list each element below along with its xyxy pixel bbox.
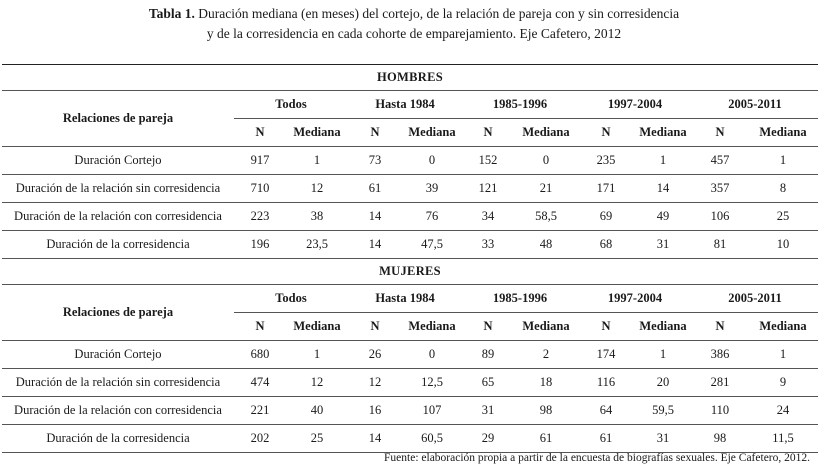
relations-header: Relaciones de pareja (2, 91, 234, 147)
n-cell: 69 (578, 203, 634, 231)
n-cell: 12 (348, 369, 402, 397)
median-cell: 0 (514, 147, 578, 175)
n-cell: 680 (234, 341, 286, 369)
table-body (2, 65, 818, 453)
period-header: Todos (234, 91, 348, 119)
n-cell: 68 (578, 231, 634, 259)
n-cell: 14 (348, 203, 402, 231)
caption-line-1 (0, 4, 828, 24)
median-cell: 0 (402, 147, 462, 175)
caption-text-1: Duración mediana (en meses) del cortejo, de la relación de pareja con y sin corresidencia (198, 6, 680, 21)
median-cell: 38 (286, 203, 348, 231)
table-row (2, 231, 818, 259)
row-label: Duración Cortejo (2, 147, 234, 175)
n-cell: 14 (348, 231, 402, 259)
median-cell: 2 (514, 341, 578, 369)
median-cell: 48 (514, 231, 578, 259)
median-cell: 1 (634, 341, 692, 369)
median-cell: 1 (748, 147, 818, 175)
n-cell: 26 (348, 341, 402, 369)
caption-label: Tabla 1. (148, 6, 195, 21)
source-note: Fuente: elaboración propia a partir de la encuesta de biografías sexuales. Eje Cafetero, 2012. (384, 452, 810, 464)
median-cell: 20 (634, 369, 692, 397)
median-header: Mediana (748, 313, 818, 341)
n-cell: 196 (234, 231, 286, 259)
row-label: Duración de la relación sin corresidencia (2, 175, 234, 203)
median-cell: 76 (402, 203, 462, 231)
median-cell: 60,5 (402, 425, 462, 453)
median-cell: 23,5 (286, 231, 348, 259)
median-cell: 11,5 (748, 425, 818, 453)
n-cell: 457 (692, 147, 748, 175)
n-cell: 81 (692, 231, 748, 259)
n-cell: 281 (692, 369, 748, 397)
n-header: N (692, 313, 748, 341)
median-cell: 24 (748, 397, 818, 425)
median-header: Mediana (402, 313, 462, 341)
n-header: N (692, 119, 748, 147)
median-cell: 47,5 (402, 231, 462, 259)
median-cell: 49 (634, 203, 692, 231)
median-cell: 61 (514, 425, 578, 453)
n-cell: 474 (234, 369, 286, 397)
n-cell: 710 (234, 175, 286, 203)
table-row (2, 147, 818, 175)
n-cell: 61 (578, 425, 634, 453)
n-cell: 152 (462, 147, 514, 175)
table-row (2, 175, 818, 203)
n-cell: 357 (692, 175, 748, 203)
median-header: Mediana (286, 313, 348, 341)
n-cell: 202 (234, 425, 286, 453)
period-header: 1985-1996 (462, 285, 578, 313)
n-cell: 29 (462, 425, 514, 453)
n-header: N (348, 313, 402, 341)
median-header: Mediana (514, 119, 578, 147)
median-cell: 1 (286, 341, 348, 369)
row-label: Duración de la corresidencia (2, 231, 234, 259)
median-cell: 9 (748, 369, 818, 397)
n-cell: 110 (692, 397, 748, 425)
median-cell: 12 (286, 369, 348, 397)
caption-line-2: y de la corresidencia en cada cohorte de emparejamiento. Eje Cafetero, 2012 (206, 26, 622, 41)
median-cell: 14 (634, 175, 692, 203)
period-header: 1997-2004 (578, 91, 692, 119)
table-row (2, 425, 818, 453)
table-row (2, 203, 818, 231)
n-cell: 89 (462, 341, 514, 369)
median-cell: 39 (402, 175, 462, 203)
n-cell: 917 (234, 147, 286, 175)
row-label: Duración de la relación con corresidencia (2, 397, 234, 425)
median-header: Mediana (514, 313, 578, 341)
n-header: N (462, 313, 514, 341)
median-cell: 40 (286, 397, 348, 425)
median-cell: 58,5 (514, 203, 578, 231)
median-header: Mediana (402, 119, 462, 147)
period-header-row (2, 91, 818, 119)
section-title: HOMBRES (2, 65, 818, 91)
n-cell: 106 (692, 203, 748, 231)
n-cell: 31 (462, 397, 514, 425)
n-header: N (234, 119, 286, 147)
median-cell: 8 (748, 175, 818, 203)
data-table (2, 64, 818, 453)
median-cell: 98 (514, 397, 578, 425)
n-cell: 33 (462, 231, 514, 259)
n-cell: 121 (462, 175, 514, 203)
median-cell: 31 (634, 231, 692, 259)
section-title-row (2, 65, 818, 91)
median-cell: 10 (748, 231, 818, 259)
table-row (2, 341, 818, 369)
period-header: Hasta 1984 (348, 91, 462, 119)
median-cell: 1 (634, 147, 692, 175)
table-caption (0, 4, 828, 44)
n-cell: 223 (234, 203, 286, 231)
n-header: N (462, 119, 514, 147)
table-row (2, 397, 818, 425)
n-cell: 174 (578, 341, 634, 369)
row-label: Duración de la relación sin corresidencia (2, 369, 234, 397)
n-header: N (348, 119, 402, 147)
period-header: 2005-2011 (692, 91, 818, 119)
row-label: Duración Cortejo (2, 341, 234, 369)
period-header: 2005-2011 (692, 285, 818, 313)
n-cell: 73 (348, 147, 402, 175)
n-cell: 116 (578, 369, 634, 397)
median-header: Mediana (634, 119, 692, 147)
n-cell: 171 (578, 175, 634, 203)
n-header: N (234, 313, 286, 341)
median-cell: 1 (748, 341, 818, 369)
median-cell: 0 (402, 341, 462, 369)
n-cell: 16 (348, 397, 402, 425)
median-header: Mediana (634, 313, 692, 341)
row-label: Duración de la corresidencia (2, 425, 234, 453)
median-cell: 18 (514, 369, 578, 397)
n-cell: 14 (348, 425, 402, 453)
section-title: MUJERES (2, 259, 818, 285)
period-header: Todos (234, 285, 348, 313)
n-cell: 221 (234, 397, 286, 425)
table-row (2, 369, 818, 397)
relations-header: Relaciones de pareja (2, 285, 234, 341)
median-cell: 1 (286, 147, 348, 175)
n-cell: 34 (462, 203, 514, 231)
period-header-row (2, 285, 818, 313)
n-header: N (578, 313, 634, 341)
median-cell: 21 (514, 175, 578, 203)
median-header: Mediana (748, 119, 818, 147)
period-header: 1985-1996 (462, 91, 578, 119)
period-header: Hasta 1984 (348, 285, 462, 313)
n-cell: 386 (692, 341, 748, 369)
median-header: Mediana (286, 119, 348, 147)
median-cell: 25 (748, 203, 818, 231)
period-header: 1997-2004 (578, 285, 692, 313)
n-cell: 61 (348, 175, 402, 203)
section-title-row (2, 259, 818, 285)
median-cell: 107 (402, 397, 462, 425)
n-cell: 235 (578, 147, 634, 175)
n-cell: 64 (578, 397, 634, 425)
n-header: N (578, 119, 634, 147)
median-cell: 12 (286, 175, 348, 203)
n-cell: 98 (692, 425, 748, 453)
row-label: Duración de la relación con corresidencia (2, 203, 234, 231)
median-cell: 25 (286, 425, 348, 453)
n-cell: 65 (462, 369, 514, 397)
median-cell: 31 (634, 425, 692, 453)
median-cell: 59,5 (634, 397, 692, 425)
median-cell: 12,5 (402, 369, 462, 397)
